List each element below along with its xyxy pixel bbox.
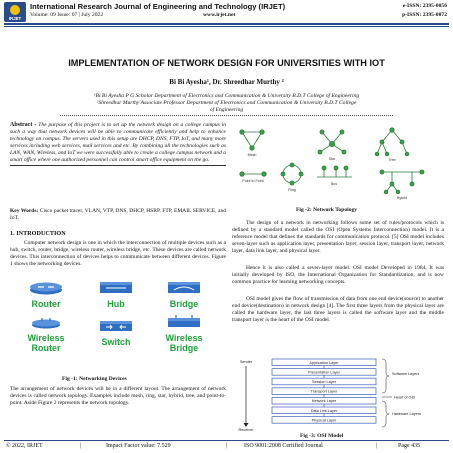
tree-topology-icon [375, 128, 409, 156]
device-label-bridge: Bridge [169, 299, 199, 309]
osi-paragraph-3: OSI model gives the flow of transmission of data from one end device(source) to another end device(destination) in network design [4]. The first three layers from the physical layer are called the hardware layer, the last three layers is called the software layer and the middle transport layer is the heart of the OSI model. [232, 296, 444, 323]
footer-separator-3: | [376, 443, 378, 449]
topology-label-point-to-point: Point to Point [242, 179, 264, 183]
device-switch [86, 319, 146, 348]
device-label-router: Router [31, 299, 61, 309]
osi-layer-label: Transport Layer [310, 389, 338, 394]
journal-title: International Research Journal of Engineering and Technology (IRJET) [30, 2, 286, 11]
section-separator [60, 115, 393, 116]
topology-label-star: Star [328, 157, 336, 161]
paper-title: IMPLEMENTATION OF NETWORK DESIGN FOR UNIVERSITIES WITH IOT [68, 58, 385, 68]
irjet-logo [4, 2, 26, 22]
wireless-bridge-icon [166, 315, 202, 329]
keywords [10, 208, 226, 222]
osi-heart-label: Heart of OSI [394, 395, 416, 400]
mesh-topology-icon [240, 130, 264, 150]
e-issn: e-ISSN: 2395-0056 [402, 3, 447, 9]
hybrid-topology-icon [380, 170, 424, 194]
osi-layer-label: Physical Layer [311, 418, 337, 423]
topology-label-ring: Ring [288, 188, 296, 192]
star-topology-icon [318, 130, 346, 154]
abstract [10, 122, 226, 166]
header-divider [4, 23, 449, 25]
device-wireless-bridge [154, 315, 214, 353]
osi-layer-stack [272, 359, 376, 423]
ring-topology-icon [281, 163, 303, 185]
device-router [16, 281, 76, 310]
topology-label-bus: Bus [330, 182, 338, 186]
keywords-text: Cisco packet tracer, VLAN, VTP, DNS, DHCP, HSRP, FTP, EMAIL SERVICE, and IoT. [10, 208, 226, 221]
osi-layer-label: Session Layer [311, 380, 337, 384]
topology-label-tree: Tree [388, 158, 396, 162]
osi-paragraph-2: Hence it is also called a seven-layer model. OSI model Developed in 1984, It was initially developed by ISO, the International Organization for Standardization, and is now common practice for learning networking concepts. [232, 265, 444, 285]
device-bridge [154, 281, 214, 310]
abstract-text: The purpose of this project is to set up the network design on a college campus in such a way that network devices will be able to communicate efficiently and help to enhance technology on campus. The servers used in this setup are DHCP, DNS, FTP, IoT, and many more services including web services, mail services and etc. By combining all the technologies such as LAN, WAN, Wireless, and IoT we were successfully able to create a college campus network and a smart office where one authorized personnel can control smart office equipment on the go. [10, 122, 227, 163]
header-divider-thin [4, 26, 449, 27]
hub-icon [98, 281, 134, 295]
svg-text:IRJET: IRJET [8, 16, 22, 21]
figure-1-caption: Fig -1: Networking Devices [62, 376, 127, 382]
osi-layer-label: Network Layer [311, 399, 337, 404]
osi-receiver-label: Receiver [238, 428, 254, 432]
device-label-hub: Hub [107, 299, 125, 309]
osi-paragraph-1: The design of a network in networking follows some set of rules/protocols which is defined by a standard model called the OSI (Open Systems Interconnection) model. It is a reference model that defines the standards for communication protocol. [5] OSI model includes seven-layer such as application layer, presentation layer, session layer, transport layer, network layer, data link layer, and physical layer. [232, 220, 444, 254]
footer-impact-factor: Impact Factor value: 7.529 [106, 443, 171, 449]
affiliation-3: of Engineering [209, 107, 244, 113]
switch-icon [98, 319, 134, 333]
osi-hardware-label: Hardware Layers [392, 412, 421, 416]
footer-page: Page 435 [398, 443, 421, 449]
figure-osi-model [232, 355, 444, 435]
osi-layer-label: Presentation Layer [308, 370, 340, 375]
section-heading-introduction: 1. INTRODUCTION [10, 230, 66, 237]
affiliation-2: ²Shreedhar Murthy Associate Professor Department of Electronics and Communication & University B.D.T College [96, 100, 357, 106]
topology-label-hybrid: Hybrid [396, 196, 408, 200]
introduction-text: Computer network design is one in which the interconnection of multiple devices such as a hub, switch, router, bridge, wireless router, wireless bridge, etc. These devices are called network devices. This interconnection of devices helps to communicate between different devices. Figure 1 shows the networking devices. [10, 240, 226, 267]
figure-network-topology [232, 122, 442, 202]
point-to-point-topology-icon [240, 172, 266, 176]
footer-separator-1: | [80, 443, 82, 449]
osi-layer-label: Data Link Layer [310, 408, 338, 413]
wireless-router-icon [28, 315, 64, 329]
router-icon [28, 281, 64, 295]
keywords-label: Key Words: [10, 208, 39, 214]
topology-label-mesh: Mesh [247, 153, 257, 157]
footer-copyright: © 2022, IRJET [6, 443, 43, 449]
footer-separator-2: | [226, 443, 228, 449]
topology-paragraph: The arrangement of network devices will be in a different layout. The arrangement of network devices is called network topology. Examples include mesh, ring, star, hybrid, tree, and point-to-point. Aside Figure 2 represents the network topology. [10, 386, 226, 406]
paper-authors: Bi Bi Ayesha¹, Dr. Shreedhar Murthy ² [169, 78, 284, 86]
osi-sender-label: Sender [239, 360, 253, 364]
osi-layer-label: Application Layer [309, 360, 339, 365]
device-label-wireless-router: Wireless Router [27, 333, 65, 353]
affiliation-1: ¹Bi Bi Ayesha P G Scholar Department of Electronics and Communication & University B.D.T College of Engineering [93, 93, 360, 99]
journal-header [0, 0, 453, 25]
abstract-label: Abstract - [10, 122, 37, 128]
hardware-brace [382, 401, 389, 427]
bus-topology-icon [317, 166, 352, 177]
figure-2-caption: Fig -2: Network Topology [296, 207, 358, 213]
osi-software-label: Software Layers [392, 372, 420, 376]
journal-volume: Volume: 09 Issue: 07 | July 2022 [30, 12, 104, 18]
footer-divider [4, 440, 449, 441]
bridge-icon [166, 281, 202, 295]
device-wireless-router [16, 315, 76, 353]
p-issn: p-ISSN: 2395-0072 [402, 12, 447, 18]
device-label-switch: Switch [101, 337, 131, 347]
figure-3-caption: Fig -3: OSI Model [300, 433, 344, 439]
footer-iso: ISO 9001:2008 Certified Journal [244, 443, 323, 449]
device-label-wireless-bridge: Wireless Bridge [165, 333, 203, 353]
journal-website-link[interactable]: www.irjet.net [203, 12, 236, 18]
software-brace [382, 359, 389, 393]
figure-networking-devices [14, 281, 214, 351]
device-hub [86, 281, 146, 310]
